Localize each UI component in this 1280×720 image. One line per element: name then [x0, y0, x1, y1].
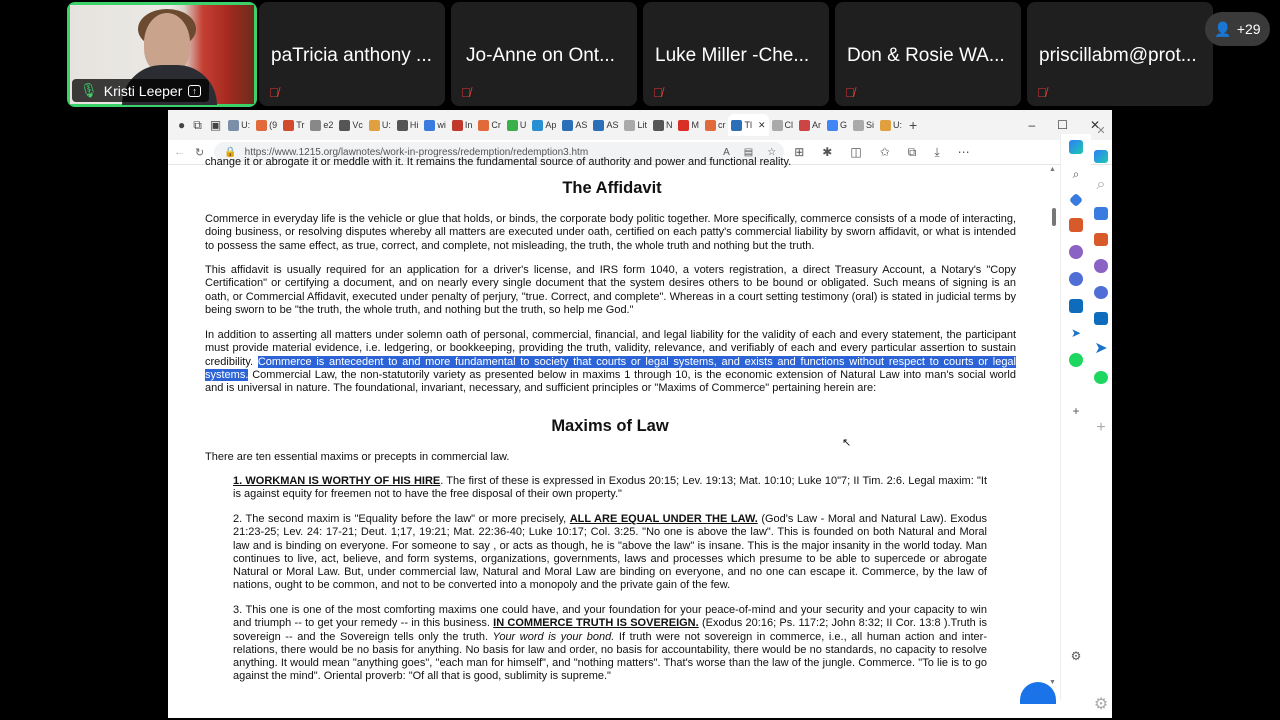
participant-name: Jo-Anne on Ont... [466, 45, 615, 66]
cut-off-line: change it or abrogate it or meddle with it. It remains the fundamental source of authority and power and functional reality. [205, 156, 792, 168]
browser-tab[interactable] [728, 114, 768, 136]
settings-gear-icon[interactable]: ⚙ [1093, 695, 1109, 713]
copilot-designer-icon[interactable] [1069, 272, 1083, 286]
outer-sidebar [1090, 118, 1112, 714]
favicon-icon [310, 120, 321, 131]
participant-name: Don & Rosie WA... [847, 45, 1005, 66]
browser-tab[interactable] [366, 114, 394, 136]
mic-muted-icon: 🎙̸ [845, 85, 855, 100]
participant-tile[interactable] [451, 2, 637, 106]
browser-tab[interactable] [769, 114, 797, 136]
text: If truth were not sovereign in commerce, i.e., all human action and inter-relations, there would be no basis for anything. No basis for law and order, no basis for accountability, there would be no standards, no capacity to resolve anything. It would mean "anything goes", "each man for himself", and "nothing matters". That's worse than the law of the jungle. Commerce. "To lie is to go against the mind". Oriental proverb: "Of all that is good, sublimity is supreme." [233, 630, 987, 683]
favicon-icon [256, 120, 267, 131]
browser-tab[interactable] [675, 114, 702, 136]
favicon-icon [228, 120, 239, 131]
person-icon: 👤 [1214, 20, 1232, 37]
tab-label: Cl [784, 120, 794, 130]
paragraph: There are ten essential maxims or precepts in commercial law. [205, 451, 510, 463]
scroll-up-icon[interactable]: ▲ [1049, 166, 1056, 173]
close-window-button[interactable]: ✕ [1089, 118, 1100, 132]
vertical-scrollbar[interactable] [1048, 164, 1058, 688]
spotify-icon[interactable] [1069, 353, 1083, 367]
tab-label: wi [437, 120, 446, 130]
favicon-icon [799, 120, 810, 131]
tab-strip [225, 114, 905, 136]
scrollbar-thumb[interactable] [1052, 208, 1056, 226]
browser-tab[interactable] [559, 114, 590, 136]
participant-tile[interactable] [1027, 2, 1213, 106]
person-face [144, 13, 190, 73]
browser-tab[interactable] [449, 114, 476, 136]
tab-label: In [464, 120, 473, 130]
people-icon[interactable] [1094, 259, 1108, 272]
tab-label: AS [606, 120, 619, 130]
favicon-icon [562, 120, 573, 131]
favicon-icon [283, 120, 294, 131]
favicon-icon [478, 120, 489, 131]
tab-label: AS [575, 120, 588, 130]
collections-icon[interactable]: ⧉ [907, 144, 917, 159]
favicon-icon [532, 120, 543, 131]
paragraph: This affidavit is usually required for an application for a driver's license, and IRS form 1040, a voters registration, a direct Treasury Account, a Notary's "Copy Certification" or certifying a document, and on nearly every single document that the system desires others to be bound or obligated. Such means of signing is an oath, or Commercial Affidavit, executed under penalty of perjury, "true. Correct, and complete". Whereas in a court setting testimony (oral) is stated in judicial terms by being sworn to be "the truth, the whole truth, and nothing but the truth, so help me God." [205, 264, 1016, 316]
browser-tab[interactable] [877, 114, 905, 136]
tab-label: cr [717, 120, 726, 130]
favicon-icon [731, 120, 742, 131]
lock-icon: 🔒 [224, 146, 237, 158]
profile-icon[interactable]: ● [178, 118, 186, 132]
close-icon[interactable]: ✕ [1096, 125, 1106, 137]
favicon-icon [452, 120, 463, 131]
maxim-title: ALL ARE EQUAL UNDER THE LAW. [569, 513, 758, 525]
browser-window [168, 110, 1112, 718]
outlook-icon[interactable] [1069, 299, 1083, 313]
people-icon[interactable] [1069, 245, 1083, 259]
participant-tile[interactable] [643, 2, 829, 106]
new-tab-button[interactable]: + [909, 117, 918, 133]
selected-text[interactable]: Commerce is antecedent to and more fundamental to society that courts or legal systems, and exists and functions without respect to courts or legal systems. [205, 355, 1016, 381]
workspaces-icon[interactable]: ⧉ [193, 117, 202, 132]
tab-label: Ar [812, 120, 822, 130]
browser-tab[interactable] [307, 114, 336, 136]
favicon-icon [593, 120, 604, 131]
paragraph: Commerce in everyday life is the vehicle or glue that holds, or binds, the corporate body politic together. More specifically, commerce consists of a mode of interacting, doing business, or resolving disputes whereby all matters are executed under oath, certified on each patty's commercial liability by sworn affidavit, or what is intended to possess the same effect, as true, correct, and complete, not misleading, the truth, the whole truth and nothing but the truth. [205, 213, 1016, 252]
favicon-icon [827, 120, 838, 131]
browser-tab[interactable] [590, 114, 621, 136]
scroll-down-icon[interactable]: ▼ [1049, 679, 1056, 686]
browser-tab[interactable] [475, 114, 504, 136]
close-tab-icon[interactable]: ✕ [757, 119, 766, 130]
tab-label: U: [241, 120, 251, 130]
mic-muted-icon: 🎙̸ [653, 85, 663, 100]
tab-label: U: [893, 120, 903, 130]
read-aloud-icon[interactable]: A [723, 146, 730, 158]
browser-tab[interactable] [394, 114, 422, 136]
paragraph [205, 329, 1016, 395]
participant-name: paTricia anthony ... [271, 45, 432, 66]
browser-tab[interactable] [225, 114, 253, 136]
split-screen-icon[interactable]: ◫ [850, 144, 862, 159]
refresh-button[interactable]: ↻ [195, 146, 205, 159]
browser-tab[interactable] [824, 114, 850, 136]
outlook-icon[interactable] [1094, 312, 1108, 325]
extensions-icon[interactable]: ⊞ [794, 144, 805, 159]
favicon-icon [507, 120, 518, 131]
tab-label: G [840, 120, 848, 130]
add-icon[interactable]: + [1096, 418, 1106, 436]
text: In addition to asserting all matters under solemn oath of personal, commercial, financial, and legal liability for the validity of each and every statement, the participant must provide material evidence, i.e. ledgering, or bookkeeping, providing the truth, validity, relevance, and verifiably of each and every particular assertion to sustain credibility. [205, 329, 1016, 368]
puzzle-icon[interactable]: ✱ [822, 144, 833, 159]
more-menu-icon[interactable]: ⋯ [957, 144, 970, 159]
tab-bar [168, 110, 1112, 140]
text: . The first of these is expressed in Exodus 20:15; Lev. 19:13; Mat. 10:10; Luke 10"7; II Tim. 2:6. Legal maxim: "It is against equity for freemen not to have the free disposal of their own property." [233, 475, 987, 501]
participant-name: priscillabm@prot... [1039, 45, 1197, 66]
favicon-icon [705, 120, 716, 131]
more-count: +29 [1236, 21, 1261, 37]
tab-label: Hi [409, 120, 419, 130]
tag-icon[interactable] [1069, 193, 1083, 207]
participant-tile[interactable] [835, 2, 1021, 106]
browser-tab[interactable] [796, 114, 824, 136]
tab-actions-icon[interactable]: ▣ [209, 118, 222, 132]
maxim-title: 1. WORKMAN IS WORTHY OF HIS HIRE [233, 475, 441, 487]
more-participants-button[interactable] [1205, 12, 1270, 46]
browser-tab[interactable] [421, 114, 449, 136]
maxim-title: IN COMMERCE TRUTH IS SOVEREIGN. [493, 617, 699, 630]
favicon-icon [424, 120, 435, 131]
browser-tab[interactable] [850, 114, 877, 136]
text: 3. This one is one of the most comforting maxims one could have, and your foundation for your peace-of-mind and your security and your capacity to win and triumph -- to get your remedy -- in this business. [233, 604, 987, 630]
maxim-1 [233, 475, 987, 502]
favicon-icon [678, 120, 689, 131]
favicon-icon [653, 120, 664, 131]
send-icon[interactable]: ➤ [1094, 339, 1108, 357]
search-icon[interactable]: ⌕ [1096, 176, 1106, 194]
browser-tab[interactable] [253, 114, 280, 136]
back-button[interactable]: ← [174, 146, 185, 158]
tab-label: Ap [545, 120, 557, 130]
favicon-icon [339, 120, 350, 131]
edge-sidebar [1060, 134, 1091, 700]
immersive-reader-icon[interactable]: ▤ [743, 146, 754, 158]
text: (Exodus 20:16; Ps. 117:2; John 8:32; II Cor. 13:8 ).Truth is sovereign -- and the Sovereign tells only the truth. [233, 617, 987, 643]
mouse-cursor-icon: ↖ [842, 437, 852, 449]
tab-label: Cr [491, 120, 501, 130]
mic-muted-icon: 🎙̸ [1037, 85, 1047, 100]
heading-maxims: Maxims of Law [551, 417, 669, 435]
favorite-star-icon[interactable]: ☆ [767, 146, 777, 158]
browser-tab[interactable] [280, 114, 307, 136]
favorites-icon[interactable]: ✩ [879, 144, 890, 159]
favicon-icon [624, 120, 635, 131]
tab-label: (9 [269, 120, 278, 130]
mic-on-icon: 🎙 [80, 82, 98, 98]
tab-label: Si [866, 120, 875, 130]
participant-tile[interactable] [259, 2, 445, 106]
self-name: Kristi Leeper [103, 82, 183, 99]
browser-tab[interactable] [336, 114, 366, 136]
browser-tab[interactable] [702, 114, 729, 136]
favicon-icon [880, 120, 891, 131]
self-video-tile[interactable] [67, 2, 257, 107]
copilot-icon[interactable] [1094, 150, 1108, 163]
favicon-icon [772, 120, 783, 131]
tag-icon[interactable] [1094, 207, 1108, 220]
participant-name: Luke Miller -Che... [655, 45, 810, 66]
self-name-label [72, 79, 209, 102]
tab-label: Tl [744, 120, 752, 130]
tab-label: e2 [323, 120, 334, 130]
maxim-2 [233, 513, 987, 593]
add-icon[interactable]: + [1072, 404, 1080, 418]
tools-icon[interactable] [1094, 233, 1108, 246]
favicon-icon [369, 120, 380, 131]
mic-muted-icon: 🎙̸ [461, 85, 471, 100]
maxim-3 [233, 604, 987, 684]
maximize-button[interactable]: ☐ [1057, 118, 1068, 132]
browser-tab[interactable] [621, 114, 650, 136]
tab-label: U [519, 120, 527, 130]
tab-label: Tr [296, 120, 305, 130]
text: 2. The second maxim is "Equality before the law" or more precisely, [233, 513, 570, 525]
copilot-designer-icon[interactable] [1094, 286, 1108, 299]
browser-tab[interactable] [529, 114, 559, 136]
url-text: https://www.1215.org/lawnotes/work-in-progress/redemption/redemption3.htm [244, 146, 589, 158]
tab-label: Vc [352, 120, 363, 130]
share-icon: ↑ [188, 85, 201, 97]
heading-affidavit: The Affidavit [562, 179, 662, 197]
text: Commercial Law, the non-statutorily variety as presented below in maxims 1 through 10, is the economic extension of Natural Law into man's social world and is universal in nature. The foundational, invariant, necessary, and sufficient principles or "Maxims of Commerce" pertaining herein are: [205, 368, 1016, 395]
tab-label: M [691, 120, 699, 130]
copilot-icon[interactable] [1069, 140, 1083, 154]
tab-label: Lit [637, 120, 647, 130]
tab-label: U: [381, 120, 391, 130]
search-icon[interactable]: ⌕ [1072, 167, 1080, 181]
minimize-button[interactable]: – [1028, 118, 1036, 132]
text: Your word is your bond. [492, 630, 615, 643]
favicon-icon [853, 120, 864, 131]
tab-label: N [665, 120, 673, 130]
mic-muted-icon: 🎙̸ [269, 85, 279, 100]
settings-gear-icon[interactable]: ⚙ [1070, 649, 1082, 663]
tools-icon[interactable] [1069, 218, 1083, 232]
send-icon[interactable]: ➤ [1070, 326, 1082, 340]
downloads-icon[interactable]: ⤓ [934, 144, 940, 159]
browser-tab[interactable] [504, 114, 530, 136]
browser-tab[interactable] [650, 114, 676, 136]
spotify-icon[interactable] [1094, 371, 1108, 384]
favicon-icon [397, 120, 408, 131]
page-content [168, 156, 1056, 688]
text: (God's Law - Moral and Natural Law). Exodus 21:23-25; Lev. 24: 17-21; Deut. 1;17, 19:21; Mat. 22:36-40; Luke 10:17; Col. 3:25. "No one is above the law". This is founded on both Natural and Moral law and is binding on everyone. For someone to say , or acts as though, he is "above the law" is insane. This is the major insanity in the world today. Man continues to live, act, believe, and form systems, organizations, governments, laws and processes which presume to be able to supercede or abrogate Natural or Moral Law. But, under commercial law, Natural and Moral Law are binding on everyone, and no one can escape it. Commerce, by the law of nations, ought to be common, and not to be converted into a monopoly and the private gain of the few. [233, 513, 987, 592]
